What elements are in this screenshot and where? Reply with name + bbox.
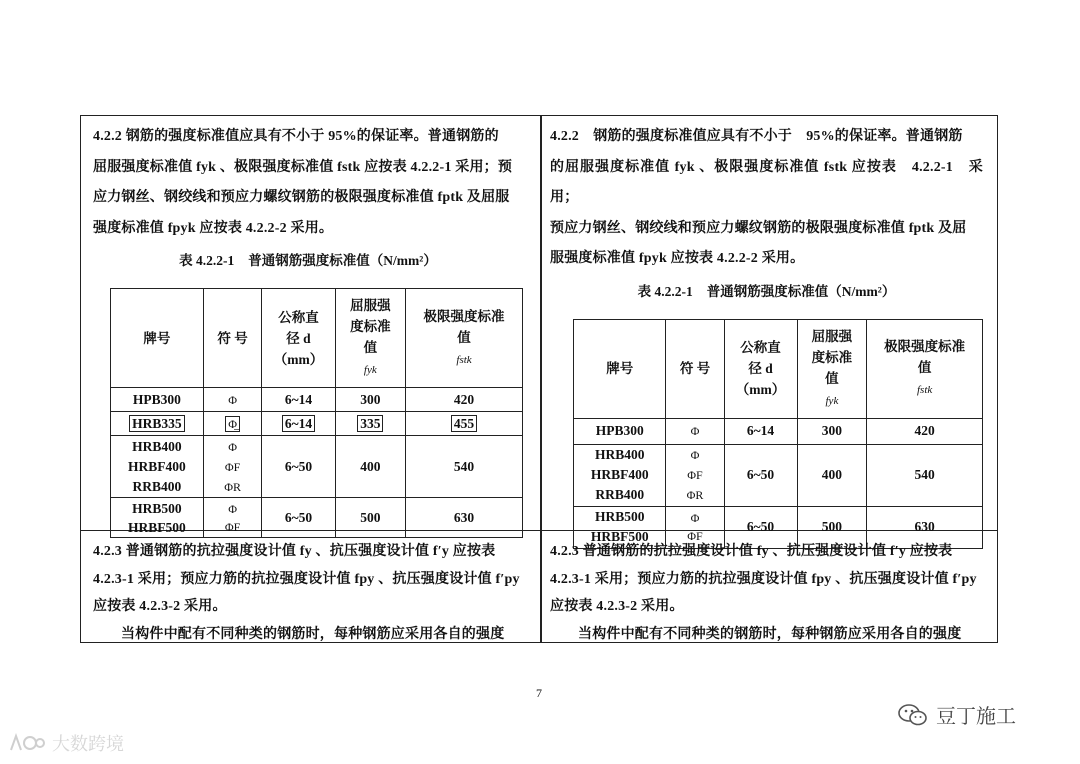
table-row: HRB400 HRBF400 RRB400 Φ ΦF ΦR 6~50 400 540 xyxy=(574,444,983,506)
header-diameter: 公称直 径 d （mm） xyxy=(262,289,335,388)
site-logo-icon xyxy=(8,732,46,754)
watermark-brand: 豆丁施工 xyxy=(898,700,1016,729)
header-symbol: 符 号 xyxy=(203,289,262,388)
table-caption: 表 4.2.2-1 普通钢筋强度标准值（N/mm²） xyxy=(179,253,437,268)
table-caption: 表 4.2.2-1 普通钢筋强度标准值（N/mm²） xyxy=(637,283,896,299)
left-clause-4-2-3: 4.2.3 普通钢筋的抗拉强度设计值 fy 、抗压强度设计值 f′y 应按表 4.2.3-1 采用；预应力筋的抗拉强度设计值 fpy 、抗压强度设计值 f′py 应按表 4.2.3-2 采用。 当构件中配有不同种类的钢筋时，每种钢筋应采用各自的强度 xyxy=(93,544,520,642)
table-header-row xyxy=(111,289,523,388)
right-clause-4-2-3: 4.2.3 普通钢筋的抗拉强度设计值 fy 、抗压强度设计值 f′y 应按表 4.2.3-1 采用；预应力筋的抗拉强度设计值 fpy 、抗压强度设计值 f′py 应按表 4.2.3-2 采用。 当构件中配有不同种类的钢筋时，每种钢筋应采用各自的强度 xyxy=(550,544,977,642)
table-row: HRB335 Φ̲ 6~14 335 455 xyxy=(111,412,523,436)
header-grade: 牌号 xyxy=(111,289,204,388)
clause-4-2-2: 4.2.2 钢筋的强度标准值应具有不小于 95%的保证率。普通钢筋的 屈服强度标准值 fyk 、极限强度标准值 fstk 应按表 4.2.2-1 采用；预 应力钢丝、钢绞线和预应力螺纹钢筋的极限强度标准值 fptk 及屈服 强度标准值 fpyk 应按表 4.2.2-2 采用。 xyxy=(93,129,513,236)
strength-table xyxy=(110,288,523,538)
comparison-frame xyxy=(80,115,998,643)
table-row: HRB400 HRBF400 RRB400 Φ ΦF ΦR 6~50 400 540 xyxy=(111,436,523,498)
clause-4-2-2: 4.2.2 钢筋的强度标准值应具有不小于 95%的保证率。普通钢筋 的屈服强度标准值 fyk 、极限强度标准值 fstk 应按表 4.2.2-1 采用； 预应力钢丝、钢绞线和预应力螺纹钢筋的极限强度标准值 fptk 及屈 服强度标准值 fpyk 应按表 4.2.2-2 采用。 xyxy=(550,129,983,266)
header-ultimate: 极限强度标准 值 fstk xyxy=(406,289,523,388)
header-yield: 屈服强 度标准 值 fyk xyxy=(335,289,405,388)
wechat-icon xyxy=(898,703,928,727)
table-row: HRB500 HRBF500 Φ ΦF 6~50 500 630 xyxy=(111,498,523,538)
table-row: HRB500 HRBF500 Φ ΦF 6~50 500 630 xyxy=(574,506,983,548)
right-column xyxy=(541,116,993,549)
watermark-site: 大数跨境 xyxy=(8,730,124,756)
table-row: HPB300 Φ 6~14 300 420 xyxy=(574,418,983,444)
strength-table xyxy=(573,319,983,549)
left-column xyxy=(81,116,533,538)
page-number: 7 xyxy=(536,686,542,700)
table-header-row: 牌号 符 号 公称直 径 d （mm） 屈服强 度标准 值 fyk 极限强度标准 值 fstk xyxy=(574,319,983,418)
table-row: HPB300 Φ 6~14 300 420 xyxy=(111,388,523,412)
